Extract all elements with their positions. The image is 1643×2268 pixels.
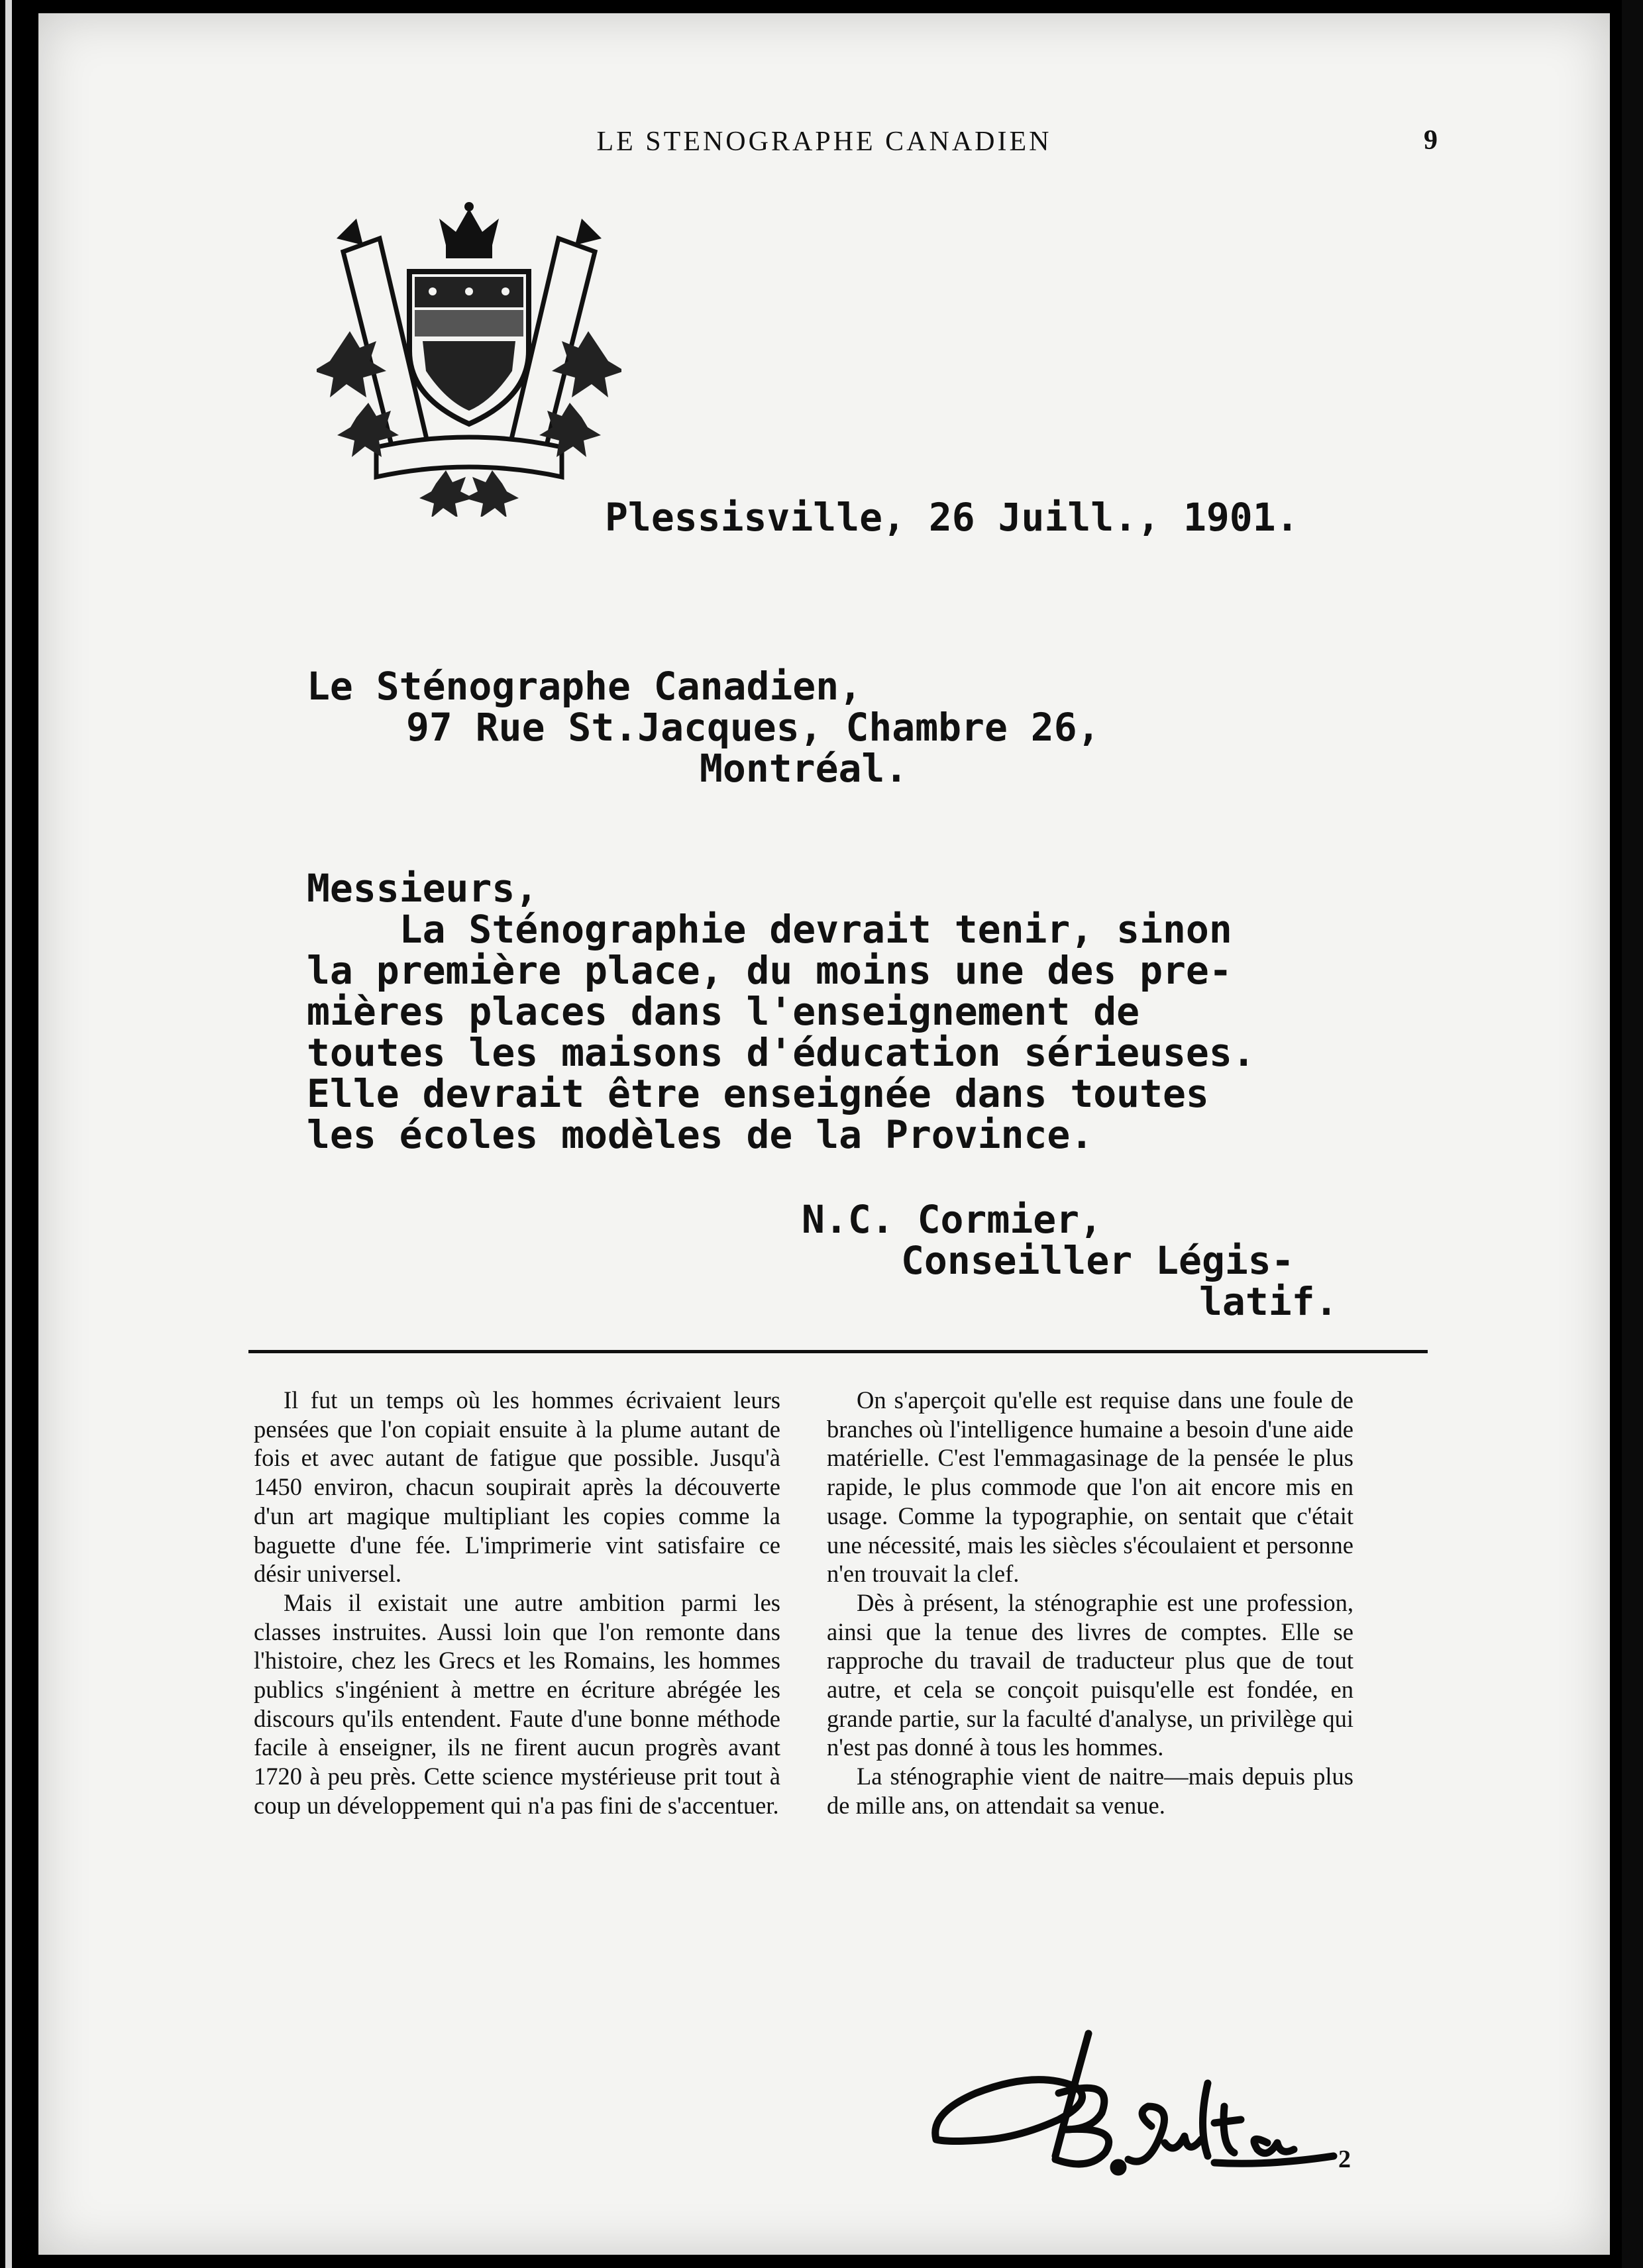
article-paragraph: Il fut un temps où les hommes écrivaient leurs pensées que l'on copiait ensuite à la plume autant de fois et avec autant de fatigue que possible. Jusqu'à 1450 environ, chacun soupirait après la découverte d'un art magique multipliant les copies comme la baguette d'une fée. L'imprimerie vint satisfaire ce désir universel.	[254, 1386, 780, 1588]
article-paragraph: La sténographie vient de naitre—mais depuis plus de mille ans, on attendait sa venue.	[827, 1763, 1353, 1819]
address-line: Le Sténographe Canadien,	[307, 664, 863, 709]
legislative-council-crest-icon	[317, 199, 621, 517]
footer-mark: 2	[1338, 2145, 1351, 2173]
page-number: 9	[1424, 125, 1438, 156]
letter-body	[307, 909, 1255, 1155]
letter-body-line: toutes les maisons d'éducation sérieuses.	[307, 1030, 1255, 1075]
letter-body-line: La Sténographie devrait tenir, sinon	[307, 907, 1232, 952]
article-column-left	[254, 1386, 780, 1820]
letter-body-line: mières places dans l'enseignement de	[307, 989, 1140, 1034]
letter-dateline: Plessisville, 26 Juill., 1901.	[605, 495, 1299, 540]
article-paragraph: Mais il existait une autre ambition parmi les classes instruites. Aussi loin que l'on remonte dans l'histoire, chez les Grecs et les Romains, les hommes publics s'ingénient à mettre en écriture abrégée les discours qu'ils entendent. Faute d'une bonne méthode facile à enseigner, ils ne firent aucun progrès avant 1720 à peu près. Cette science mystérieuse prit tout à coup un développement qui n'a pas fini de s'accentuer.	[254, 1588, 780, 1819]
article-paragraph: On s'aperçoit qu'elle est requise dans une foule de branches où l'intelligence humaine a besoin d'une aide matérielle. C'est l'emmagasinage de la pensée le plus rapide, le plus commode que l'on ait encore mis en usage. Comme la typographie, on sentait que c'était une nécessité, mais les siècles s'écoulaient et personne n'en trouvait la clef.	[827, 1386, 1353, 1588]
document-page	[38, 13, 1610, 2255]
letter-body-line: Elle devrait être enseignée dans toutes	[307, 1071, 1209, 1116]
film-edge-right	[1622, 0, 1643, 2268]
handwritten-signature	[923, 2014, 1347, 2186]
letter-signature-title: Conseiller Légis-	[901, 1238, 1295, 1283]
article-paragraph: Dès à présent, la sténographie est une profession, ainsi que la tenue des livres de comptes. Elle se rapproche du travail de traducteur plus que de tout autre, et cela se conçoit puisqu'elle est fondée, en grande partie, sur la faculté d'analyse, un privilège qui n'est pas donné à tous les hommes.	[827, 1588, 1353, 1761]
article-column-right	[827, 1386, 1353, 1820]
letter-signature-name: N.C. Cormier,	[802, 1197, 1102, 1242]
letter-salutation: Messieurs,	[307, 866, 539, 911]
address-line: Montréal.	[700, 746, 908, 791]
running-header: LE STENOGRAPHE CANADIEN	[596, 127, 1052, 157]
letter-body-line: la première place, du moins une des pre-	[307, 948, 1232, 993]
film-edge-left	[5, 0, 12, 2268]
letter-body-line: les écoles modèles de la Province.	[307, 1112, 1094, 1157]
address-line: 97 Rue St.Jacques, Chambre 26,	[406, 705, 1100, 750]
section-divider	[248, 1350, 1428, 1353]
letter-signature-title: latif.	[1199, 1279, 1338, 1324]
